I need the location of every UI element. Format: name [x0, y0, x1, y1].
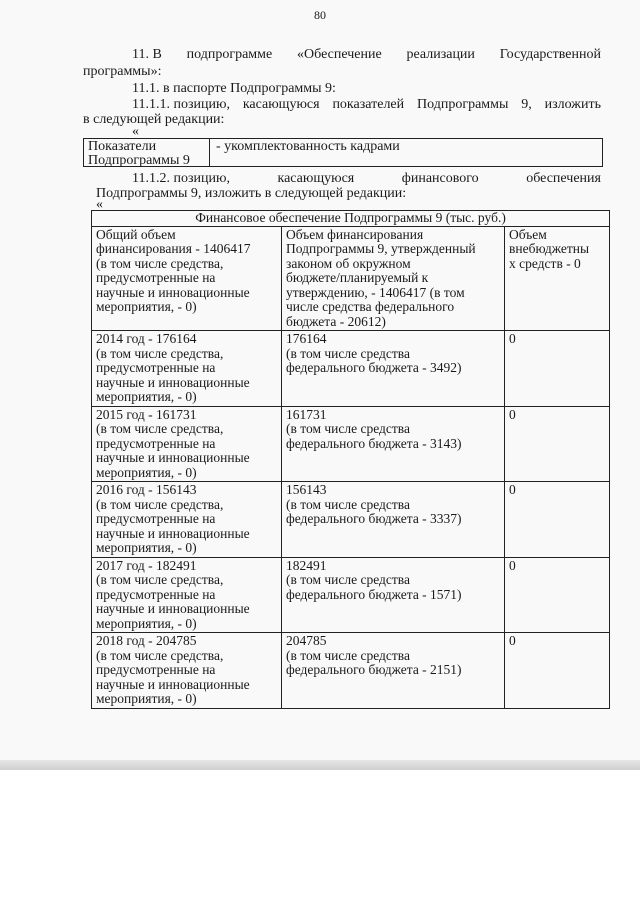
year-total-cell [92, 406, 282, 482]
word: обеспечения [526, 171, 601, 186]
table-row [92, 557, 610, 633]
cell-line: Объем финансирования [286, 226, 424, 242]
cell-line: Общий объем [96, 226, 176, 242]
table-caption-row [92, 211, 610, 227]
indicators-label-line: Показатели [88, 139, 157, 154]
cell-line: бюджета - 20612) [286, 313, 386, 329]
cell-line: предусмотренные на [96, 435, 216, 451]
cell-line: (в том числе средства, [96, 421, 224, 436]
table-row [92, 406, 610, 482]
cell-line: х средств - 0 [509, 255, 581, 271]
cell-line: федерального бюджета - 3143) [286, 435, 462, 451]
cell-line: научные и инновационные [96, 284, 250, 300]
table-caption: Финансовое обеспечение Подпрограммы 9 (тыс. руб.) [92, 211, 610, 227]
cell-line: мероприятия, - 0) [96, 615, 197, 631]
cell-line: федерального бюджета - 3337) [286, 511, 462, 526]
cell-line: числе средства федерального [286, 299, 455, 314]
word: финансового [401, 171, 479, 186]
word: 11.1.1. позицию, [132, 97, 230, 112]
opening-quote: « [96, 197, 103, 212]
cell-line: предусмотренные на [96, 511, 216, 526]
cell-line: федерального бюджета - 2151) [286, 662, 462, 677]
year-extrabudgetary-cell: 0 [505, 331, 610, 407]
cell-line: бюджете/планируемый к [286, 270, 429, 285]
cell-line: федерального бюджета - 1571) [286, 586, 462, 602]
year-total-cell [92, 331, 282, 407]
cell-line: (в том числе средства, [96, 647, 224, 663]
cell-line: мероприятия, - 0) [96, 464, 197, 480]
cell-line: 2017 год - 182491 [96, 557, 197, 573]
word: Подпрограммы [417, 97, 509, 112]
cell-line: 156143 [286, 482, 327, 497]
cell-line: 2015 год - 161731 [96, 406, 197, 422]
cell-line: Объем [509, 226, 547, 242]
cell-line: предусмотренные на [96, 270, 216, 285]
cell-line: (в том числе средства, [96, 255, 224, 271]
paragraph-11-1-2-line1 [132, 171, 601, 186]
cell-line: 2014 год - 176164 [96, 331, 197, 346]
cell-line: (в том числе средства, [96, 572, 224, 587]
cell-line: (в том числе средства, [96, 496, 224, 512]
indicators-label [84, 139, 210, 166]
cell-line: (в том числе средства, [96, 345, 224, 361]
word: Государственной [499, 47, 601, 62]
cell-line: утверждению, - 1406417 (в том [286, 284, 465, 300]
indicators-value: - укомплектованность кадрами [216, 139, 400, 154]
cell-line: 176164 [286, 331, 327, 346]
cell-line: (в том числе средства [286, 572, 410, 587]
cell-line: (в том числе средства [286, 345, 410, 361]
cell-line: 2016 год - 156143 [96, 482, 197, 497]
cell-line: 2018 год - 204785 [96, 633, 197, 648]
word: 9, [521, 97, 532, 112]
word: «Обеспечение [297, 47, 382, 62]
word: касающуюся [242, 97, 320, 112]
paragraph-11-line1 [132, 47, 601, 62]
table-row [92, 633, 610, 709]
header-total [92, 226, 282, 331]
paragraph-11-line2: программы»: [83, 64, 162, 79]
year-budget-cell [282, 557, 505, 633]
year-extrabudgetary-cell: 0 [505, 633, 610, 709]
cell-line: мероприятия, - 0) [96, 691, 197, 706]
opening-quote: « [132, 124, 139, 139]
cell-line: научные и инновационные [96, 525, 250, 541]
year-extrabudgetary-cell: 0 [505, 557, 610, 633]
word: 11.1.2. позицию, [132, 171, 230, 186]
year-total-cell [92, 482, 282, 558]
cell-line: научные и инновационные [96, 450, 250, 465]
year-total-cell [92, 557, 282, 633]
cell-line: научные и инновационные [96, 374, 250, 390]
cell-line: (в том числе средства [286, 421, 410, 436]
indicators-box [83, 138, 603, 167]
cell-line: финансирования - 1406417 [96, 241, 251, 256]
year-budget-cell [282, 406, 505, 482]
paragraph-11-1-2-line2: Подпрограммы 9, изложить в следующей редакции: [96, 186, 407, 201]
year-total-cell [92, 633, 282, 709]
paragraph-11-1-1-line1 [132, 97, 601, 112]
cell-line: федерального бюджета - 3492) [286, 360, 462, 375]
cell-line: мероприятия, - 0) [96, 389, 197, 404]
paragraph-11-1: 11.1. в паспорте Подпрограммы 9: [132, 81, 336, 96]
word: подпрограмме [186, 47, 273, 62]
year-extrabudgetary-cell: 0 [505, 482, 610, 558]
header-extrabudgetary [505, 226, 610, 331]
word: касающуюся [277, 171, 355, 186]
header-budget [282, 226, 505, 331]
cell-line: (в том числе средства [286, 647, 410, 663]
indicators-label-line: Подпрограммы 9 [88, 153, 190, 168]
cell-line: научные и инновационные [96, 601, 250, 616]
cell-line: мероприятия, - 0) [96, 299, 197, 314]
cell-line: 161731 [286, 406, 327, 422]
cell-line: 204785 [286, 633, 327, 648]
page-number: 80 [314, 8, 326, 22]
table-header-row [92, 226, 610, 331]
paragraph-11-1-1-line2: в следующей редакции: [83, 112, 225, 127]
cell-line: (в том числе средства [286, 496, 410, 512]
finance-table [91, 210, 610, 709]
cell-line: научные и инновационные [96, 676, 250, 692]
cell-line: мероприятия, - 0) [96, 540, 197, 555]
cell-line: предусмотренные на [96, 662, 216, 677]
table-row [92, 331, 610, 407]
cell-line: внебюджетны [509, 241, 590, 256]
word: показателей [332, 97, 405, 112]
table-row [92, 482, 610, 558]
year-budget-cell [282, 331, 505, 407]
year-extrabudgetary-cell: 0 [505, 406, 610, 482]
word: изложить [544, 97, 601, 112]
year-budget-cell [282, 482, 505, 558]
year-budget-cell [282, 633, 505, 709]
cell-line: 182491 [286, 557, 327, 573]
cell-line: законом об окружном [286, 255, 411, 271]
word: реализации [406, 47, 475, 62]
cell-line: Подпрограммы 9, утвержденный [286, 241, 476, 256]
cell-line: предусмотренные на [96, 586, 216, 602]
cell-line: предусмотренные на [96, 360, 216, 375]
scan-bottom-edge [0, 760, 640, 770]
word: 11. В [132, 47, 162, 62]
